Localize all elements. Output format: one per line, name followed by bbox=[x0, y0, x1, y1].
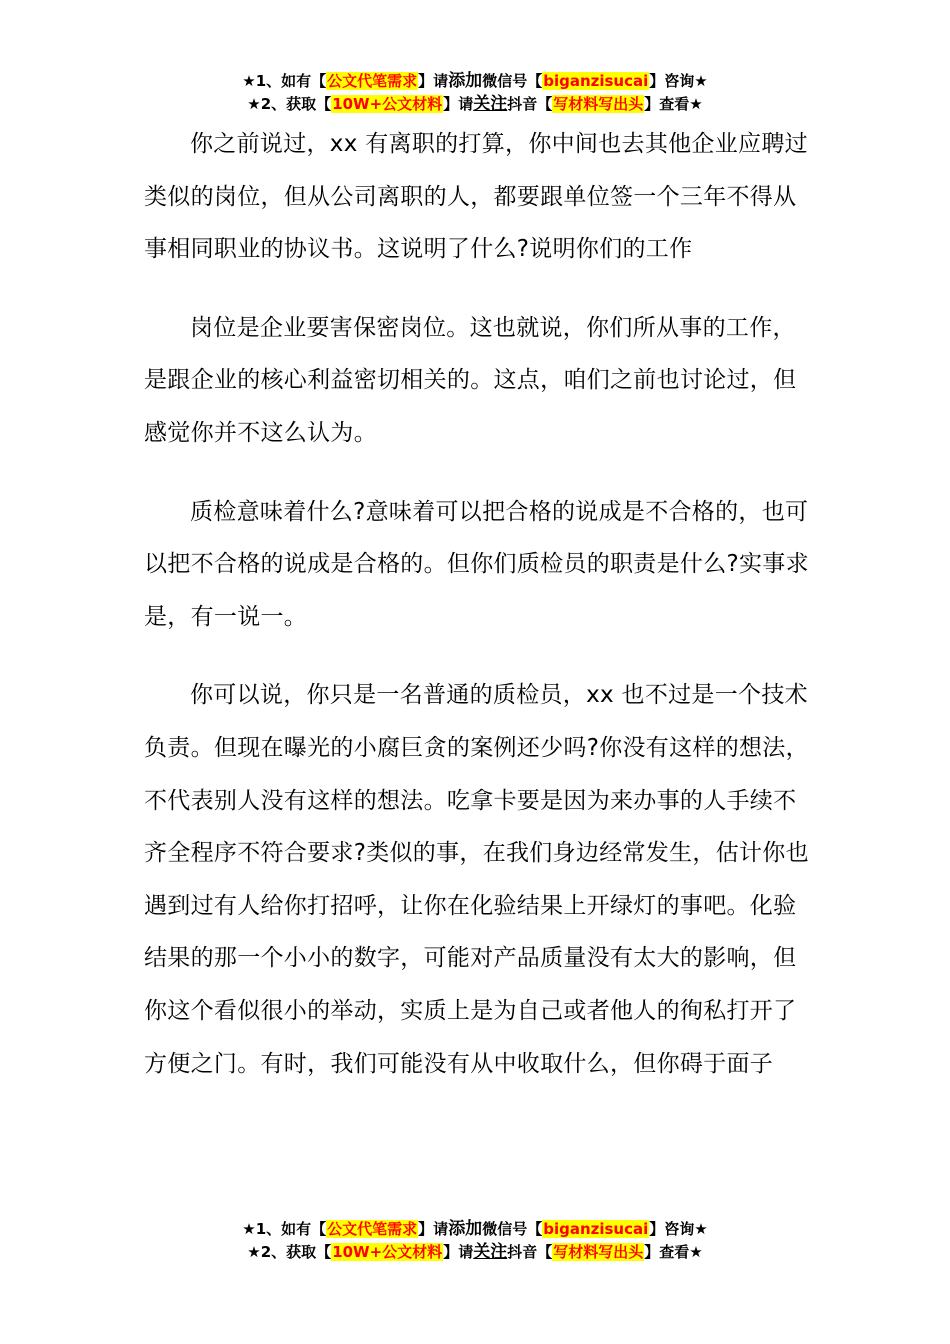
banner-text: ★1、如有【 bbox=[242, 1220, 327, 1238]
banner-line-2 bbox=[0, 93, 950, 116]
banner-douyin-id: 写材料写出头 bbox=[553, 95, 644, 113]
document-body bbox=[144, 118, 810, 1116]
banner-line-1 bbox=[0, 70, 950, 93]
banner-text: 】查看★ bbox=[644, 95, 703, 113]
banner-text: 抖音【 bbox=[507, 95, 553, 113]
banner-wechat-id: biganzisucai bbox=[543, 1220, 649, 1238]
banner-text: 抖音【 bbox=[507, 1243, 553, 1261]
header-banner-top bbox=[0, 70, 950, 116]
banner-text: ★1、如有【 bbox=[242, 72, 327, 90]
banner-emphasis: 添加 bbox=[448, 1219, 483, 1239]
banner-emphasis: 关注 bbox=[473, 1242, 508, 1262]
banner-emphasis: 添加 bbox=[448, 71, 483, 91]
banner-text: 】请 bbox=[418, 1220, 449, 1238]
banner-text: 】咨询★ bbox=[649, 72, 708, 90]
banner-text: 微信号【 bbox=[482, 72, 543, 90]
banner-line-2 bbox=[0, 1241, 950, 1264]
banner-highlight: 10W+公文材料 bbox=[332, 1243, 443, 1261]
header-banner-bottom bbox=[0, 1218, 950, 1264]
banner-text: 】请 bbox=[443, 1243, 474, 1261]
banner-douyin-id: 写材料写出头 bbox=[553, 1243, 644, 1261]
paragraph: 你可以说，你只是一名普通的质检员，xx 也不过是一个技术负责。但现在曝光的小腐巨贪的案例还少吗?你没有这样的想法，不代表别人没有这样的想法。吃拿卡要是因为来办事的人手续不齐全程序不符合要求?类似的事，在我们身边经常发生，估计你也遇到过有人给你打招呼，让你在化验结果上开绿灯的事吧。化验结果的那一个小小的数字，可能对产品质量没有太大的影响，但你这个看似很小的举动，实质上是为自己或者他人的徇私打开了方便之门。有时，我们可能没有从中收取什么，但你碍于面子 bbox=[144, 682, 809, 1077]
paragraph: 质检意味着什么?意味着可以把合格的说成是不合格的，也可以把不合格的说成是合格的。但你们质检员的职责是什么?实事求是，有一说一。 bbox=[144, 498, 809, 630]
paragraph: 岗位是企业要害保密岗位。这也就说，你们所从事的工作，是跟企业的核心利益密切相关的。这点，咱们之前也讨论过，但感觉你并不这么认为。 bbox=[144, 314, 797, 446]
banner-text: 】请 bbox=[418, 72, 449, 90]
banner-text: ★2、获取【 bbox=[247, 1243, 332, 1261]
banner-wechat-id: biganzisucai bbox=[543, 72, 649, 90]
banner-line-1 bbox=[0, 1218, 950, 1241]
banner-highlight: 公文代笔需求 bbox=[327, 72, 418, 90]
banner-highlight: 公文代笔需求 bbox=[327, 1220, 418, 1238]
banner-text: 微信号【 bbox=[482, 1220, 543, 1238]
banner-text: ★2、获取【 bbox=[247, 95, 332, 113]
banner-highlight: 10W+公文材料 bbox=[332, 95, 443, 113]
paragraph: 你之前说过，xx 有离职的打算，你中间也去其他企业应聘过类似的岗位，但从公司离职的人，都要跟单位签一个三年不得从事相同职业的协议书。这说明了什么?说明你们的工作 bbox=[144, 131, 808, 263]
banner-text: 】咨询★ bbox=[649, 1220, 708, 1238]
banner-text: 】请 bbox=[443, 95, 474, 113]
banner-text: 】查看★ bbox=[644, 1243, 703, 1261]
banner-emphasis: 关注 bbox=[473, 94, 508, 114]
